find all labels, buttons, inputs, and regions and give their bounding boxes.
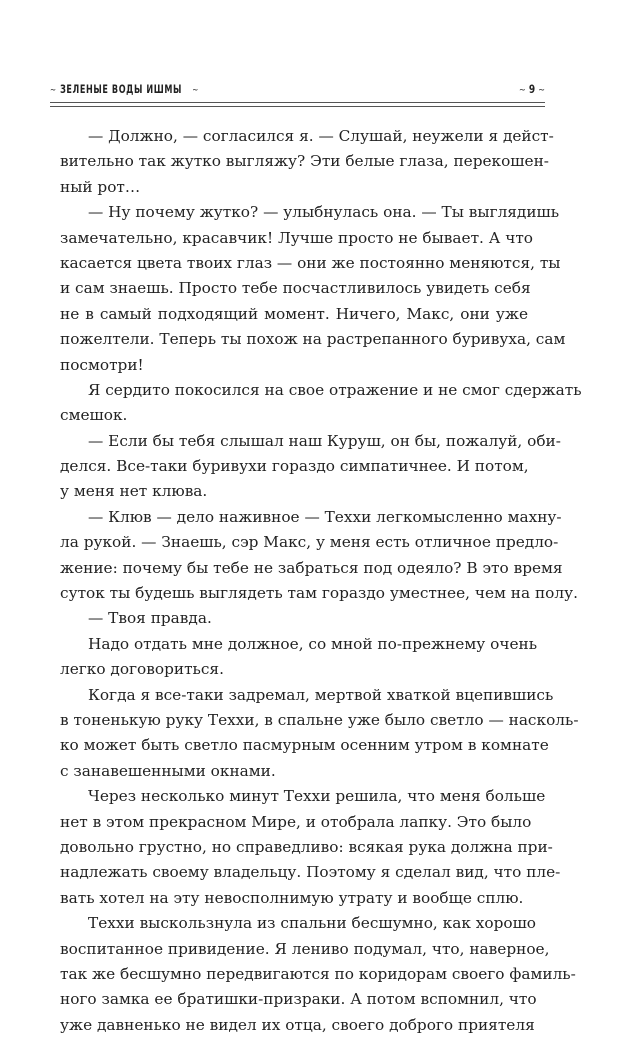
text-line: уже давненько не видел их отца, своего доброго приятеля <box>60 1015 535 1034</box>
text-line: — Клюв — дело наживное — Теххи легкомысленно махну- <box>88 507 562 526</box>
page-number: 9 <box>528 84 536 97</box>
text-line: вительно так жутко выгляжу? Эти белые глаза, перекошен- <box>60 152 549 171</box>
text-line: — Ну почему жутко? — улыбнулась она. — Ты выглядишь <box>88 203 560 222</box>
text-line: Надо отдать мне должное, со мной по-прежнему очень <box>88 634 538 653</box>
text-line: — Должно, — согласился я. — Слушай, неужели я дейст- <box>88 127 554 145</box>
text-line: Я сердито покосился на свое отражение и не смог сдержать <box>88 380 582 399</box>
text-line: посмотри! <box>60 355 144 374</box>
text-line: — Если бы тебя слышал наш Куруш, он бы, пожалуй, оби- <box>88 431 561 450</box>
text-line: делся. Все-таки буривухи гораздо симпатичнее. И потом, <box>60 457 529 476</box>
text-line: надлежать своему владельцу. Поэтому я сделал вид, что пле- <box>60 863 561 882</box>
text-line: и сам знаешь. Просто тебе посчастливилось увидеть себя <box>60 279 531 298</box>
ornament-right: ~ <box>192 84 199 96</box>
header-rule-top <box>50 102 545 103</box>
running-header <box>50 84 545 98</box>
ornament-left: ~ <box>50 84 57 96</box>
text-line: касается цвета твоих глаз — они же постоянно меняются, ты <box>60 253 561 272</box>
text-line: в тоненькую руку Теххи, в спальне уже было светло — насколь- <box>60 710 579 729</box>
ornament-right: ~ <box>538 84 545 96</box>
text-line: воспитанное привидение. Я лениво подумал, что, наверное, <box>60 939 550 958</box>
header-rule-bottom <box>50 106 545 107</box>
text-line: — Твоя правда. <box>88 609 212 628</box>
text-line: ла рукой. — Знаешь, сэр Макс, у меня есть отличное предло- <box>60 533 559 552</box>
text-line: нет в этом прекрасном Мире, и отобрала лапку. Это было <box>60 812 532 831</box>
text-line: смешок. <box>60 406 128 425</box>
text-line: Когда я все-таки задремал, мертвой хваткой вцепившись <box>88 685 554 704</box>
text-line: ный рот… <box>60 177 141 196</box>
text-line: Через несколько минут Теххи решила, что меня больше <box>88 787 546 806</box>
text-line: с занавешенными окнами. <box>60 761 276 780</box>
page-number-block <box>519 84 545 97</box>
book-title: ЗЕЛЕНЫЕ ВОДЫ ИШМЫ <box>60 84 183 97</box>
page-body <box>60 124 582 1038</box>
running-title <box>50 84 199 97</box>
text-line: Теххи выскользнула из спальни бесшумно, как хорошо <box>88 914 537 933</box>
text-line: так же бесшумно передвигаются по коридорам своего фамиль- <box>60 964 576 983</box>
ornament-left: ~ <box>519 84 526 96</box>
text-line: ного замка ее братишки-призраки. А потом вспомнил, что <box>60 990 537 1009</box>
text-line: довольно грустно, но справедливо: всякая рука должна при- <box>60 837 553 856</box>
text-line: пожелтели. Теперь ты похож на растрепанного буривуха, сам <box>60 330 566 349</box>
text-line: не в самый подходящий момент. Ничего, Макс, они уже <box>60 304 528 323</box>
text-line: у меня нет клюва. <box>60 482 208 501</box>
text-line: суток ты будешь выглядеть там гораздо уместнее, чем на полу. <box>60 584 578 603</box>
text-line: вать хотел на эту невосполнимую утрату и вообще сплю. <box>60 888 524 907</box>
text-line: ко может быть светло пасмурным осенним утром в комнате <box>60 736 549 755</box>
text-line: легко договориться. <box>60 660 224 679</box>
text-line: жение: почему бы тебе не забраться под одеяло? В это время <box>60 558 563 577</box>
text-line: замечательно, красавчик! Лучше просто не бывает. А что <box>60 228 534 247</box>
